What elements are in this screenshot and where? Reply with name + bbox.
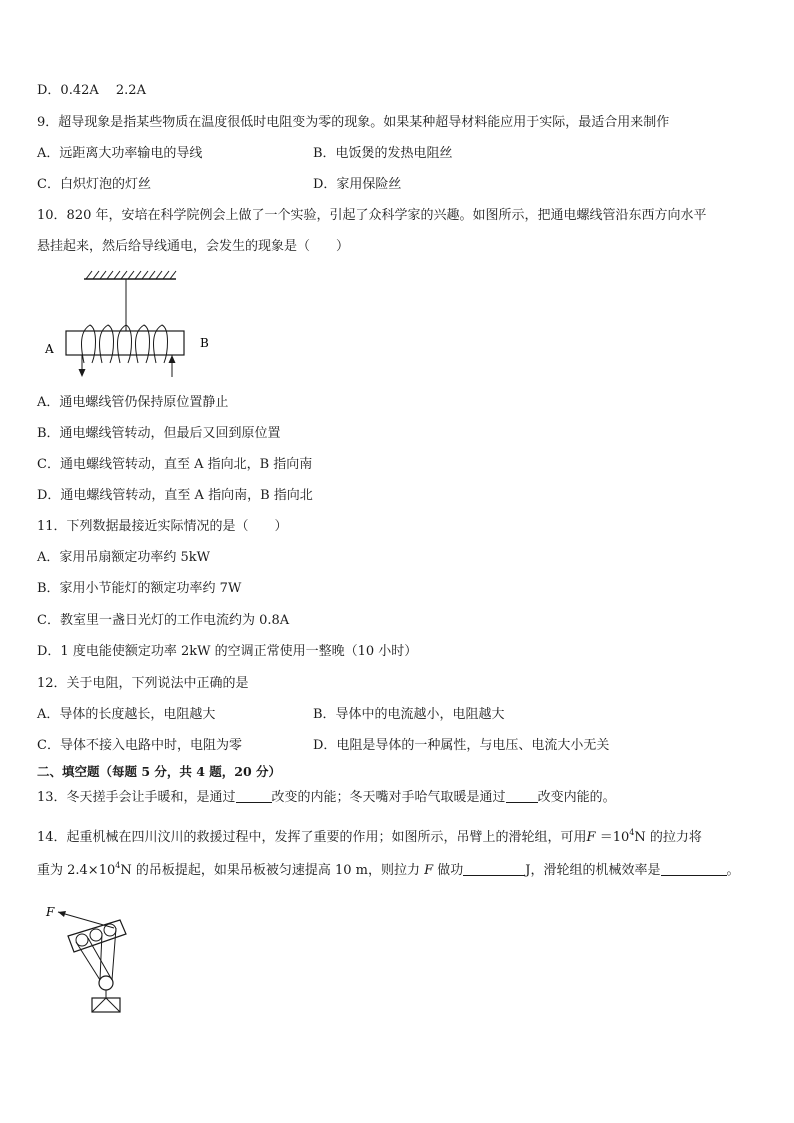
q10-option-c: C．通电螺线管转动，直至 A 指向北，B 指向南: [37, 457, 313, 472]
q12-stem: 12．关于电阻，下列说法中正确的是: [37, 676, 249, 691]
q9-option-a: A．远距离大功率输电的导线: [37, 146, 203, 161]
q14-blank-efficiency[interactable]: [661, 862, 727, 876]
q14-line1-text: 14．起重机械在四川汶川的救援过程中，发挥了重要的作用；如图所示，吊臂上的滑轮组，可用: [37, 830, 587, 845]
q11-stem: 11．下列数据最接近实际情况的是（ ）: [37, 519, 288, 534]
q9-stem: 9．超导现象是指某些物质在温度很低时电阻变为零的现象。如果某种超导材料能应用于实际，最适合用来制作: [37, 115, 670, 130]
arrow-up-icon: [169, 355, 176, 363]
q14-line1-tail: N 的拉力将: [634, 830, 702, 845]
q14-force-exp: 4: [629, 828, 635, 837]
force-label: F: [46, 905, 55, 919]
load-cross-1: [92, 998, 106, 1012]
q14-weight-text: 重为 2.4×10: [37, 863, 116, 878]
q13-part2: 改变的内能；冬天嘴对手哈气取暖是通过: [271, 790, 506, 805]
arrow-left-icon: [58, 911, 66, 917]
q10-option-d: D．通电螺线管转动，直至 A 指向南，B 指向北: [37, 488, 313, 503]
q14-blank-work[interactable]: [463, 862, 525, 876]
solenoid-figure: [40, 265, 230, 385]
q14-period: 。: [726, 863, 740, 878]
q9-option-c: C．白炽灯泡的灯丝: [37, 177, 151, 192]
q11-option-b: B．家用小节能灯的额定功率约 7W: [37, 581, 242, 596]
q14-line2-text: N 的吊板提起，如果吊板被匀速提高 10 m，则拉力: [120, 863, 425, 878]
ceiling-hatching: [86, 271, 176, 279]
q13-blank-2[interactable]: [506, 789, 538, 803]
section-heading: 二、填空题（每题 5 分，共 4 题，20 分）: [37, 764, 282, 779]
q12-option-a: A．导体的长度越长，电阻越大: [37, 707, 216, 722]
crane-boom: [68, 920, 126, 952]
q11-option-a: A．家用吊扇额定功率约 5kW: [37, 550, 211, 565]
q14-work-text: 做功: [433, 863, 464, 878]
q8-option-d: D．0.42A 2.2A: [37, 83, 146, 98]
q12-option-b: B．导体中的电流越小，电阻越大: [313, 707, 505, 722]
q12-option-c: C．导体不接入电路中时，电阻为零: [37, 738, 242, 753]
q13-part3: 改变内能的。: [537, 790, 616, 805]
q13-stem: [37, 789, 616, 807]
q14-stem-line1: [37, 829, 702, 847]
solenoid-tube: [66, 331, 184, 355]
pulley-2: [90, 929, 102, 941]
q11-option-c: C．教室里一盏日光灯的工作电流约为 0.8A: [37, 613, 290, 628]
q13-blank-1[interactable]: [236, 789, 272, 803]
q10-option-b: B．通电螺线管转动，但最后又回到原位置: [37, 426, 281, 441]
q14-stem-line2: [37, 862, 740, 880]
q14-weight-exp: 4: [115, 861, 121, 870]
q9-option-b: B．电饭煲的发热电阻丝: [313, 146, 453, 161]
q14-force-var-2: F: [424, 863, 434, 878]
movable-pulley: [99, 976, 113, 990]
solenoid-label-a: A: [45, 342, 54, 356]
q13-part1: 13．冬天搓手会让手暖和，是通过: [37, 790, 236, 805]
arrow-down-icon: [79, 369, 86, 377]
q11-option-d: D．1 度电能使额定功率 2kW 的空调正常使用一整晚（10 小时）: [37, 644, 418, 659]
q12-option-d: D．电阻是导体的一种属性，与电压、电流大小无关: [313, 738, 610, 753]
q10-stem-line1: 10．820 年，安培在科学院例会上做了一个实验，引起了众科学家的兴趣。如图所示，把通电螺线管沿东西方向水平: [37, 208, 707, 223]
q9-option-d: D．家用保险丝: [313, 177, 402, 192]
crane-pulley-figure: [44, 900, 144, 1020]
q10-stem-line2: 悬挂起来，然后给导线通电，会发生的现象是（ ）: [37, 239, 350, 254]
q10-option-a: A．通电螺线管仍保持原位置静止: [37, 395, 229, 410]
q14-force-eq: ＝10: [595, 830, 630, 845]
pulley-3: [104, 924, 116, 936]
solenoid-label-b: B: [200, 336, 209, 350]
q14-efficiency-text: J，滑轮组的机械效率是: [525, 863, 661, 878]
q14-force-var: F: [586, 830, 596, 845]
load-cross-2: [106, 998, 120, 1012]
load-box: [92, 998, 120, 1012]
